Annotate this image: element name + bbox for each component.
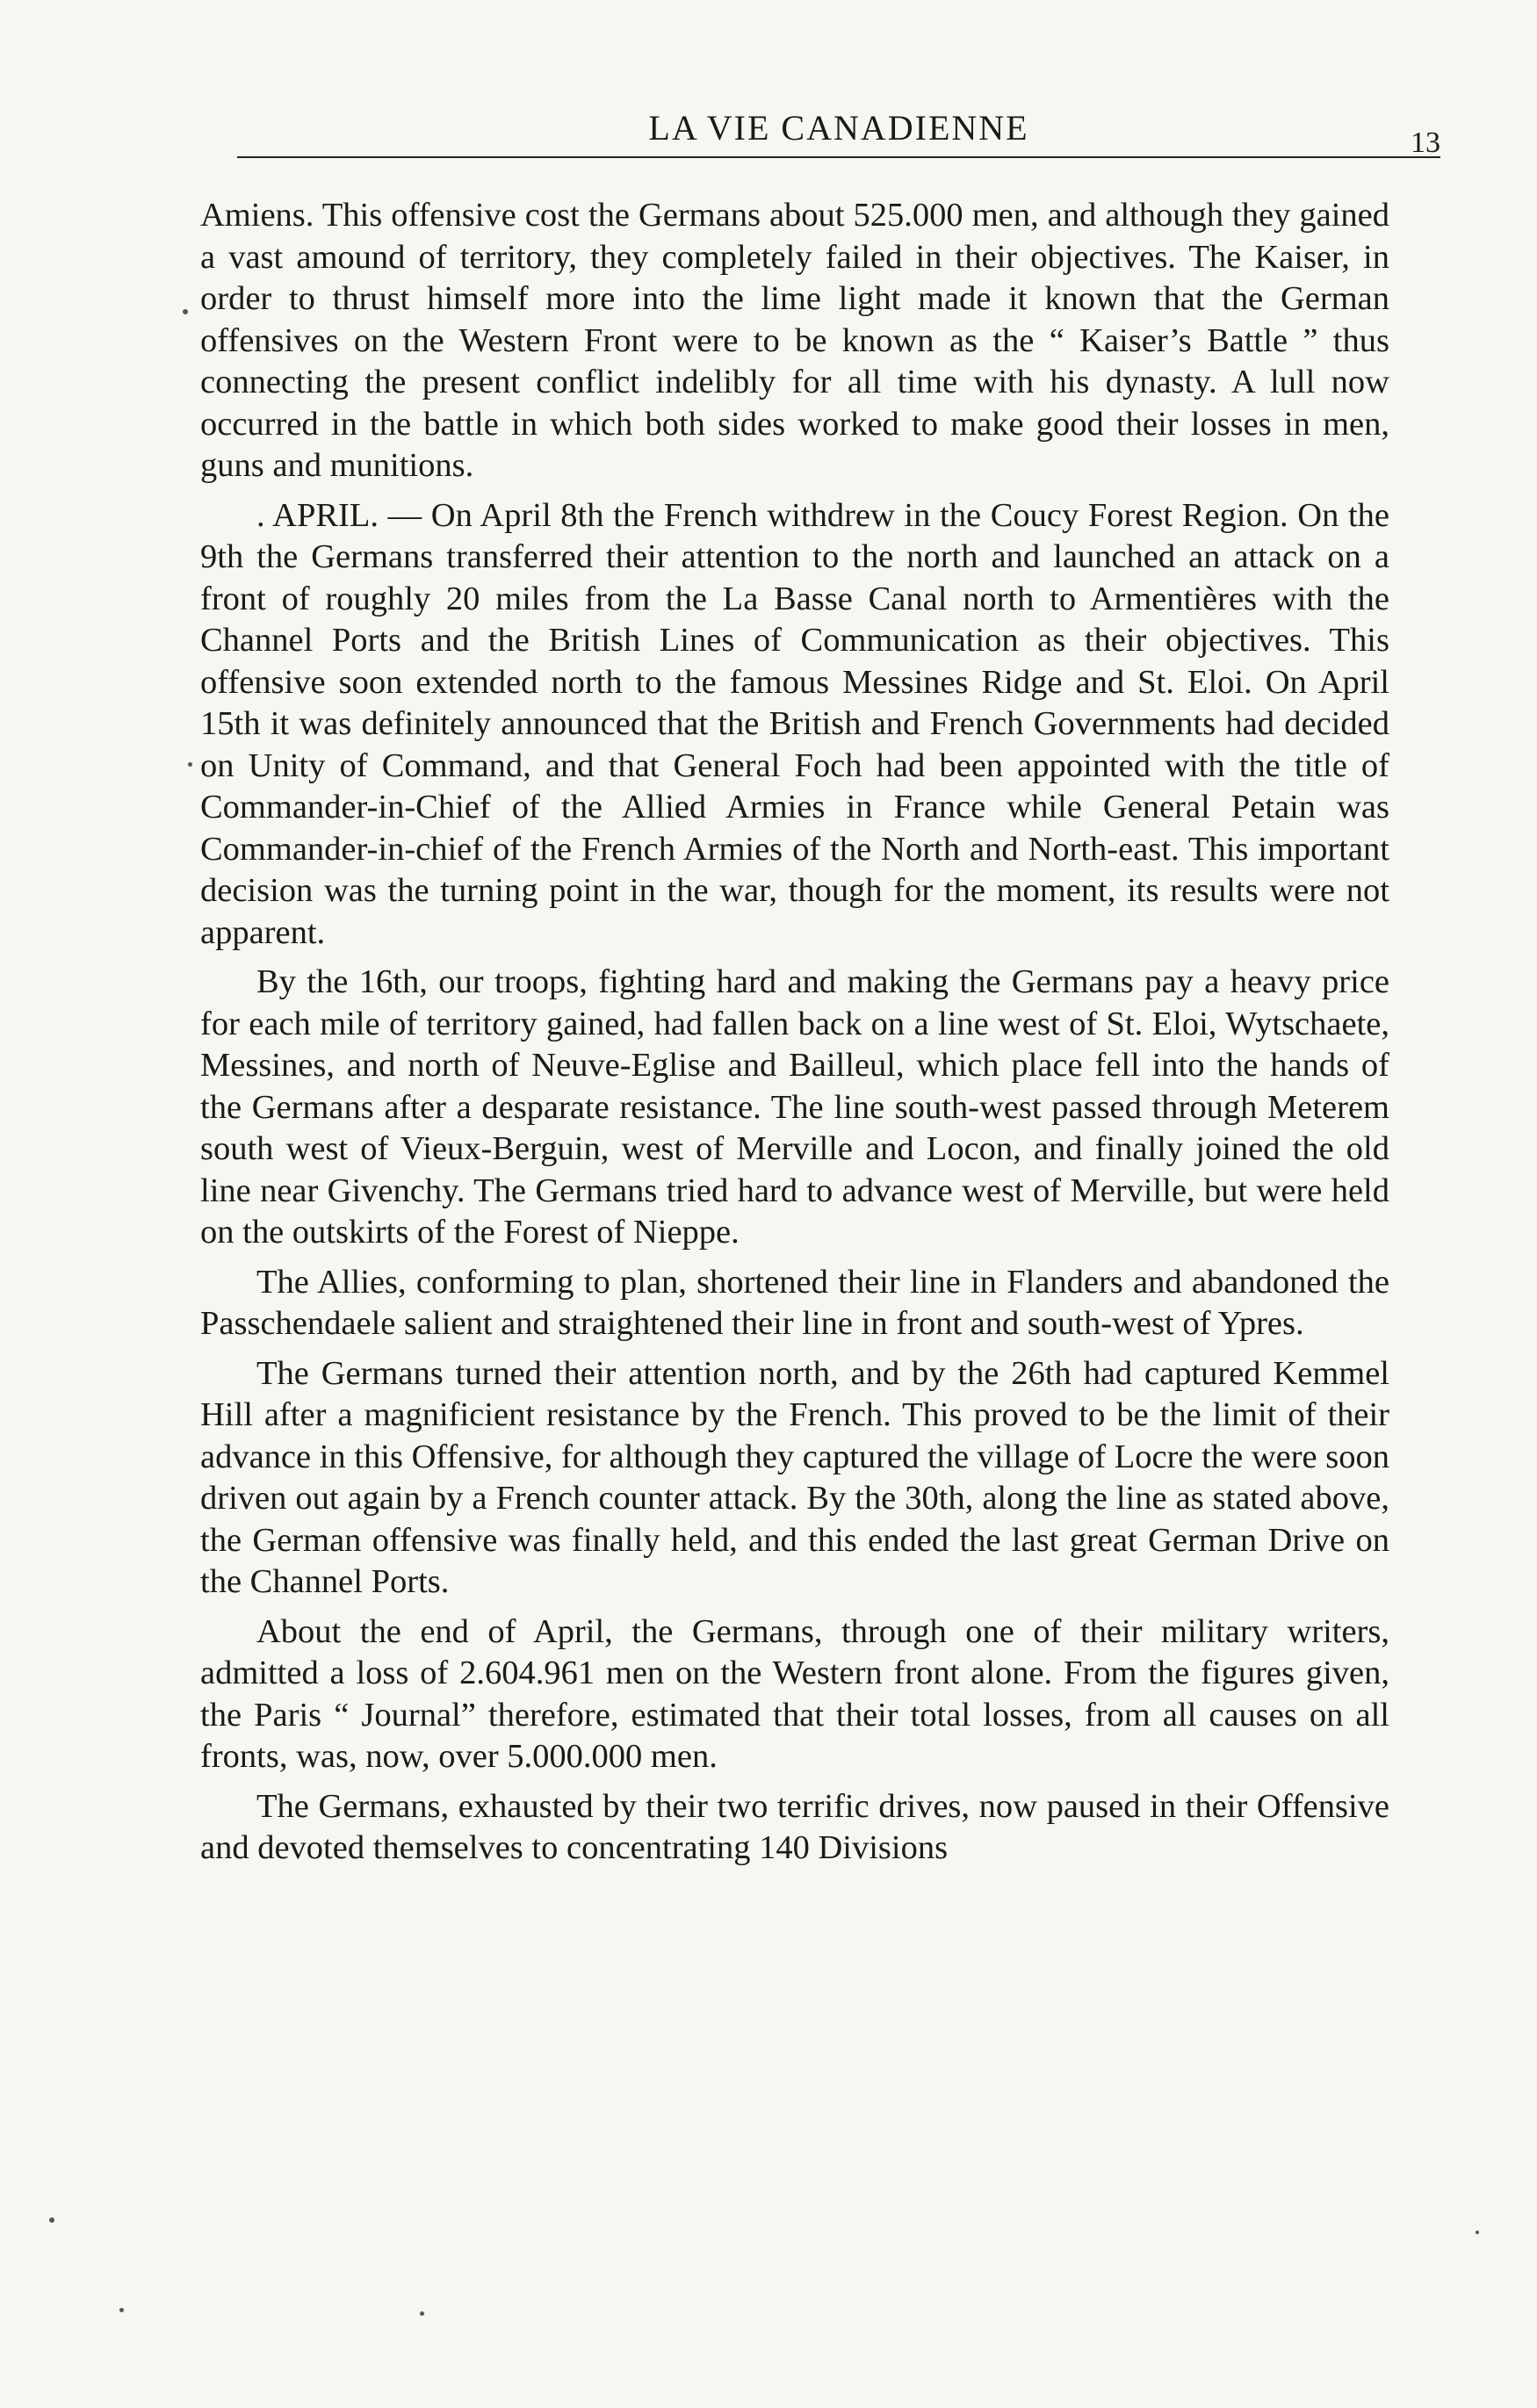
paragraph-4: The Allies, conforming to plan, shortened their line in Flanders and abandoned the Passchendaele salient and straightened their line in front and south-west of Ypres.	[200, 1263, 1389, 1342]
paragraph-6: About the end of April, the Germans, through one of their military writers, admitted a loss of 2.604.961 men on the Western front alone. From the figures given, the Paris “ Journal” therefore, estimated that their total losses, from all causes on all fronts, was, now, over 5.000.000 men.	[200, 1612, 1389, 1775]
print-speck	[119, 2308, 124, 2312]
paragraph-3: By the 16th, our troops, fighting hard and making the Germans pay a heavy price for each mile of territory gained, had fallen back on a line west of St. Eloi, Wytschaete, Messines, and north of Neuve-Eglise and Bailleul, which place fell into the hands of the Germans after a desparate resistance. The line south-west passed through Meterem south west of Vieux-Berguin, west of Merville and Locon, and finally joined the old line near Givenchy. The Germans tried hard to advance west of Merville, but were held on the outskirts of the Forest of Nieppe.	[200, 963, 1389, 1251]
page-number: 13	[1411, 126, 1440, 159]
print-speck	[49, 2217, 54, 2223]
paragraph-7: The Germans, exhausted by their two terrific drives, now paused in their Offensive and devoted themselves to concentrating 140 Divisions	[200, 1787, 1389, 1866]
print-speck	[420, 2311, 424, 2316]
paragraph-1: Amiens. This offensive cost the Germans about 525.000 men, and although they gained a vast amound of territory, they completely failed in their objectives. The Kaiser, in order to thrust himself more into the lime light made it known that the German offensives on the Western Front were to be known as the “ Kaiser’s Battle ” thus connecting the present conflict indelibly for all time with his dynasty. A lull now occurred in the battle in which both sides worked to make good their losses in men, guns and munitions.	[200, 197, 1389, 484]
paragraph-5: The Germans turned their attention north, and by the 26th had captured Kemmel Hill after a magnificient resistance by the French. This proved to be the limit of their advance in this Offensive, for although they captured the village of Locre the were soon driven out again by a French counter attack. By the 30th, along the line as stated above, the German offensive was finally held, and this ended the last great German Drive on the Channel Ports.	[200, 1354, 1389, 1600]
body-text	[200, 195, 1389, 1878]
print-speck	[188, 762, 192, 767]
running-header	[237, 104, 1440, 158]
running-title: LA VIE CANADIENNE	[648, 108, 1029, 148]
print-speck	[183, 309, 188, 314]
print-speck	[1476, 2231, 1479, 2234]
paragraph-2: . APRIL. — On April 8th the French withdrew in the Coucy Forest Region. On the 9th the Germans transferred their attention to the north and launched an attack on a front of roughly 20 miles from the La Basse Canal north to Armentières with the Channel Ports and the British Lines of Communication as their objectives. This offensive soon extended north to the famous Messines Ridge and St. Eloi. On April 15th it was definitely announced that the British and French Governments had decided on Unity of Command, and that General Foch had been appointed with the title of Commander-in-Chief of the Allied Armies in France while General Petain was Commander-in-chief of the French Armies of the North and North-east. This important decision was the turning point in the war, though for the moment, its results were not apparent.	[200, 496, 1389, 951]
